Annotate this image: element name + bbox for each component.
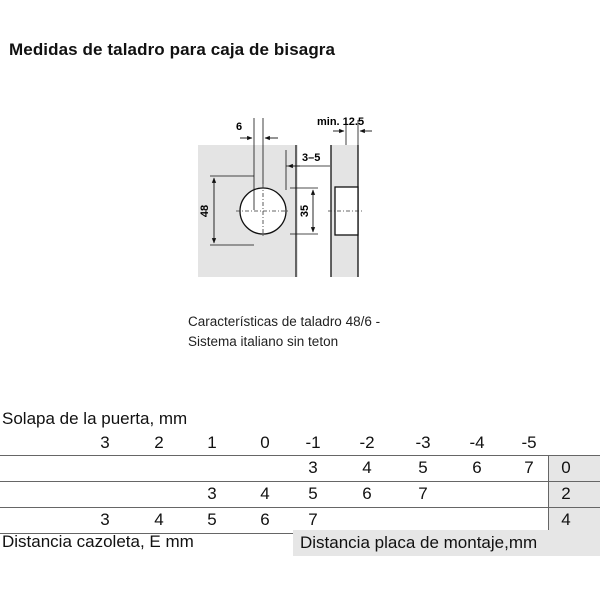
caption: [188, 312, 380, 352]
cup-distance-cell: 5: [418, 458, 428, 477]
table-row: [0, 482, 600, 508]
dim-6-label: 6: [236, 121, 243, 133]
table-row: [0, 456, 600, 482]
column-divider: [548, 455, 549, 531]
cup-distance-cell: 4: [260, 484, 270, 503]
dim-48-label: 48: [199, 204, 211, 218]
cup-distance-cell: 6: [260, 510, 270, 529]
overlap-header-row: [0, 433, 600, 455]
cup-distance-cell: 3: [308, 458, 318, 477]
overlap-value: -5: [521, 433, 537, 452]
cup-distance-cell: 3: [207, 484, 217, 503]
plate-distance-cell: 4: [561, 510, 571, 529]
overlap-value: -1: [305, 433, 321, 452]
overlap-value: 1: [207, 433, 217, 452]
overlap-value: -4: [469, 433, 485, 452]
cup-distance-cell: 7: [308, 510, 318, 529]
cup-distance-cell: 5: [207, 510, 217, 529]
cup-distance-cell: 7: [418, 484, 428, 503]
overlap-label: Solapa de la puerta, mm: [2, 409, 188, 428]
dim-min-label: min. 12.5: [317, 116, 365, 128]
cup-distance-cell: 7: [524, 458, 534, 477]
cup-distance-cell: 6: [472, 458, 482, 477]
cup-distance-cell: 3: [100, 510, 110, 529]
distance-table: [0, 455, 600, 534]
overlap-value: -2: [359, 433, 375, 452]
caption-line-2: Sistema italiano sin teton: [188, 334, 339, 349]
page-title: Medidas de taladro para caja de bisagra: [9, 40, 336, 59]
overlap-value: 3: [100, 433, 110, 452]
caption-line-1: Características de taladro 48/6 -: [188, 314, 381, 329]
overlap-value: 2: [154, 433, 164, 452]
cup-distance-label: Distancia cazoleta, E mm: [2, 532, 194, 551]
overlap-value: -3: [415, 433, 431, 452]
cup-distance-cell: 4: [362, 458, 372, 477]
cup-distance-cell: 4: [154, 510, 164, 529]
cup-distance-cell: 5: [308, 484, 318, 503]
plate-distance-cell: 0: [561, 458, 571, 477]
cup-distance-cell: 6: [362, 484, 372, 503]
dim-35-label: 35: [299, 204, 311, 218]
overlap-value: 0: [260, 433, 270, 452]
dim-3-5-label: 3–5: [302, 152, 321, 164]
plate-distance-label: Distancia placa de montaje,mm: [293, 530, 600, 556]
plate-distance-cell: 2: [561, 484, 571, 503]
